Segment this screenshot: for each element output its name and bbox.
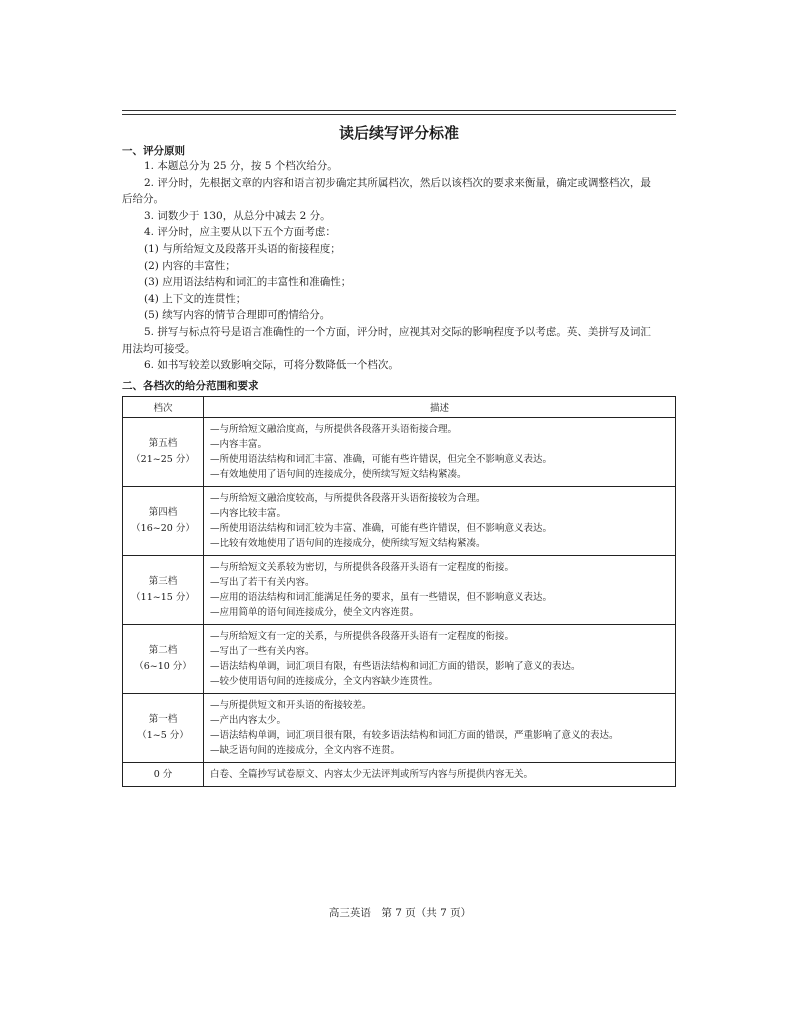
- principle-line: 5. 拼写与标点符号是语言准确性的一个方面，评分时，应视其对交际的影响程度予以考虑。英、美拼写及词汇: [144, 325, 651, 338]
- level-range: （11~15 分）: [131, 592, 195, 603]
- principle-line: (2) 内容的丰富性；: [144, 259, 236, 272]
- principle-line: 4. 评分时，应主要从以下五个方面考虑：: [144, 226, 336, 239]
- level-cell: [123, 694, 204, 763]
- level-cell: [123, 487, 204, 556]
- desc-line: —比较有效地使用了语句间的连接成分，使所续写短文结构紧凑。: [210, 538, 486, 549]
- desc-line: —应用的语法结构和词汇能满足任务的要求，虽有一些错误，但不影响意义表达。: [210, 592, 553, 603]
- level-cell: [123, 418, 204, 487]
- principle-line: (3) 应用语法结构和词汇的丰富性和准确性；: [144, 276, 352, 289]
- scoring-table: [122, 396, 676, 787]
- principle-line: (1) 与所给短文及段落开头语的衔接程度；: [144, 242, 341, 255]
- principle-line: 6. 如书写较差以致影响交际，可将分数降低一个档次。: [144, 359, 399, 372]
- principle-line: 用法均可接受。: [122, 342, 196, 355]
- level-cell: [123, 556, 204, 625]
- level-name: 第二档: [148, 645, 178, 656]
- desc-line: —与所给短文关系较为密切，与所提供各段落开头语有一定程度的衔接。: [210, 562, 515, 573]
- principle-line: (4) 上下文的连贯性；: [144, 292, 247, 305]
- desc-line: —所使用语法结构和词汇较为丰富、准确，可能有些许错误，但不影响意义表达。: [210, 523, 553, 534]
- level-range: （16~20 分）: [131, 523, 195, 534]
- desc-line: —有效地使用了语句间的连接成分，使所续写短文结构紧凑。: [210, 469, 467, 480]
- header-level: 档次: [123, 397, 204, 418]
- desc-line: —与所给短文有一定的关系，与所提供各段落开头语有一定程度的衔接。: [210, 631, 515, 642]
- desc-line: —缺乏语句间的连接成分，全文内容不连贯。: [210, 745, 401, 756]
- principle-line: 1. 本题总分为 25 分，按 5 个档次给分。: [144, 160, 338, 172]
- table-header-row: [123, 397, 676, 418]
- desc-line: —语法结构单调，词汇项目有限，有些语法结构和词汇方面的错误，影响了意义的表达。: [210, 661, 581, 672]
- table-row: [123, 487, 676, 556]
- desc-line: —与所提供短文和开头语的衔接较差。: [210, 700, 372, 711]
- level-range: （21~25 分）: [131, 454, 195, 465]
- page-footer: 高三英语 第 7 页（共 7 页）: [328, 907, 472, 919]
- desc-line: —写出了若干有关内容。: [210, 577, 315, 588]
- section1-lines: [122, 158, 682, 374]
- level-name: 第五档: [148, 438, 178, 449]
- desc-line: —与所给短文融洽度较高，与所提供各段落开头语衔接较为合理。: [210, 493, 486, 504]
- section1-heading: 一、评分原则: [122, 145, 185, 157]
- desc-line: —产出内容太少。: [210, 715, 287, 726]
- table-row: [123, 556, 676, 625]
- desc-line: —较少使用语句间的连接成分，全文内容缺少连贯性。: [210, 676, 439, 687]
- desc-line: —语法结构单调，词汇项目很有限，有较多语法结构和词汇方面的错误，严重影响了意义的表达。: [210, 730, 619, 741]
- level-name: 第一档: [148, 714, 178, 725]
- level-name: 第三档: [148, 576, 178, 587]
- level-range: （1~5 分）: [137, 730, 189, 741]
- principle-line: 后给分。: [122, 193, 164, 206]
- desc-cell: [204, 625, 676, 694]
- desc-line: —所使用语法结构和词汇丰富、准确，可能有些许错误，但完全不影响意义表达。: [210, 454, 553, 465]
- page-title: 读后续写评分标准: [338, 124, 459, 142]
- level-cell: [123, 625, 204, 694]
- table-row: [123, 694, 676, 763]
- principle-line: 2. 评分时，先根据文章的内容和语言初步确定其所属档次，然后以该档次的要求来衡量，确定或调整档次，最: [144, 176, 651, 189]
- table-row: [123, 763, 676, 787]
- desc-cell: [204, 763, 676, 787]
- principle-line: 3. 词数少于 130，从总分中减去 2 分。: [144, 209, 331, 222]
- desc-cell: [204, 487, 676, 556]
- desc-line: —写出了一些有关内容。: [210, 646, 315, 657]
- desc-cell: [204, 418, 676, 487]
- level-name: 第四档: [148, 507, 178, 518]
- level-cell: [123, 763, 204, 787]
- table-row: [123, 625, 676, 694]
- desc-line: 白卷、全篇抄写试卷原文、内容太少无法评判或所写内容与所提供内容无关。: [210, 769, 534, 780]
- principle-line: (5) 续写内容的情节合理即可酌情给分。: [144, 309, 331, 322]
- desc-line: —内容比较丰富。: [210, 508, 287, 519]
- table-row: [123, 418, 676, 487]
- desc-cell: [204, 556, 676, 625]
- section2-heading: 二、各档次的给分范围和要求: [122, 380, 259, 392]
- header-desc: 描述: [204, 397, 676, 418]
- desc-line: —应用简单的语句间连接成分，使全文内容连贯。: [210, 607, 420, 618]
- desc-line: —与所给短文融洽度高，与所提供各段落开头语衔接合理。: [210, 424, 458, 435]
- top-rule: [122, 110, 676, 111]
- top-rule-thin: [122, 114, 676, 115]
- level-name: 0 分: [153, 768, 173, 780]
- desc-line: —内容丰富。: [210, 439, 268, 450]
- desc-cell: [204, 694, 676, 763]
- level-range: （6~10 分）: [134, 661, 192, 672]
